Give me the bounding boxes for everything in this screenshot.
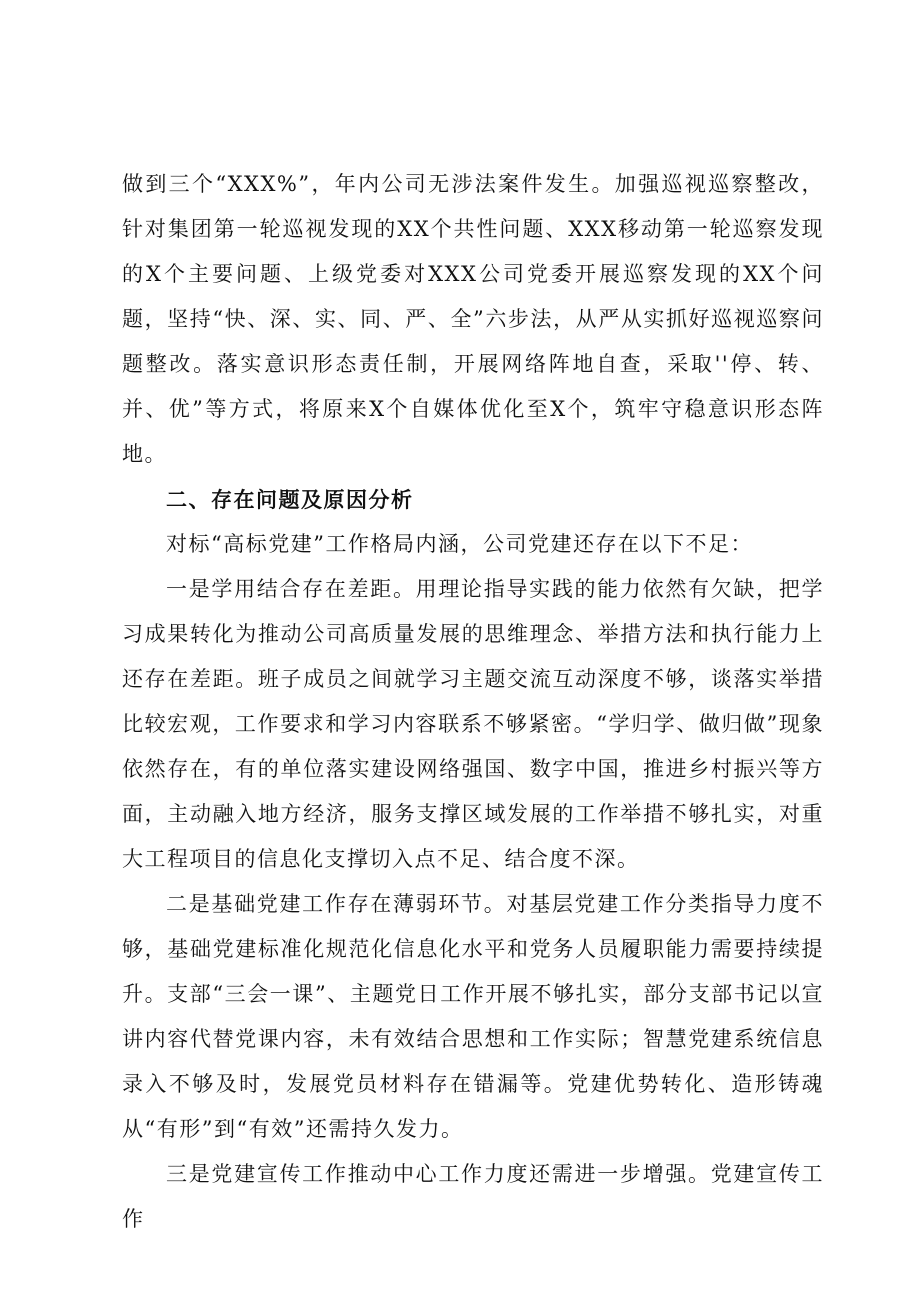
paragraph-continued: 做到三个“XXX%”，年内公司无涉法案件发生。加强巡视巡察整改，针对集团第一轮巡视发现的XX个共性问题、XXX移动第一轮巡察发现的X个主要问题、上级党委对XXX公司党委开展巡察发现的XX个问题，坚持“快、深、实、同、严、全”六步法，从严从实抓好巡视巡察问题整改。落实意识形态责任制，开展网络阵地自查，采取''停、转、并、优”等方式，将原来X个自媒体优化至X个，筑牢守稳意识形态阵地。 bbox=[122, 172, 824, 466]
paragraph-point-three: 三是党建宣传工作推动中心工作力度还需进一步增强。党建宣传工作 bbox=[122, 1162, 824, 1231]
paragraph-point-two: 二是基础党建工作存在薄弱环节。对基层党建工作分类指导力度不够，基础党建标准化规范化信息化水平和党务人员履职能力需要持续提升。支部“三会一课”、主题党日工作开展不够扎实，部分支部书记以宣讲内容代替党课内容，未有效结合思想和工作实际；智慧党建系统信息录入不够及时，发展党员材料存在错漏等。党建优势转化、造形铸魂从“有形”到“有效”还需持久发力。 bbox=[122, 892, 824, 1141]
paragraph-point-one: 一是学用结合存在差距。用理论指导实践的能力依然有欠缺，把学习成果转化为推动公司高质量发展的思维理念、举措方法和执行能力上还存在差距。班子成员之间就学习主题交流互动深度不够，谈落实举措比较宏观，工作要求和学习内容联系不够紧密。“学归学、做归做”现象依然存在，有的单位落实建设网络强国、数字中国，推进乡村振兴等方面，主动融入地方经济，服务支撑区域发展的工作举措不够扎实，对重大工程项目的信息化支撑切入点不足、结合度不深。 bbox=[122, 577, 824, 871]
section-heading: 二、存在问题及原因分析 bbox=[166, 487, 414, 512]
document-body bbox=[122, 162, 824, 1242]
paragraph-intro: 对标“高标党建”工作格局内涵，公司党建还存在以下不足： bbox=[166, 532, 753, 556]
